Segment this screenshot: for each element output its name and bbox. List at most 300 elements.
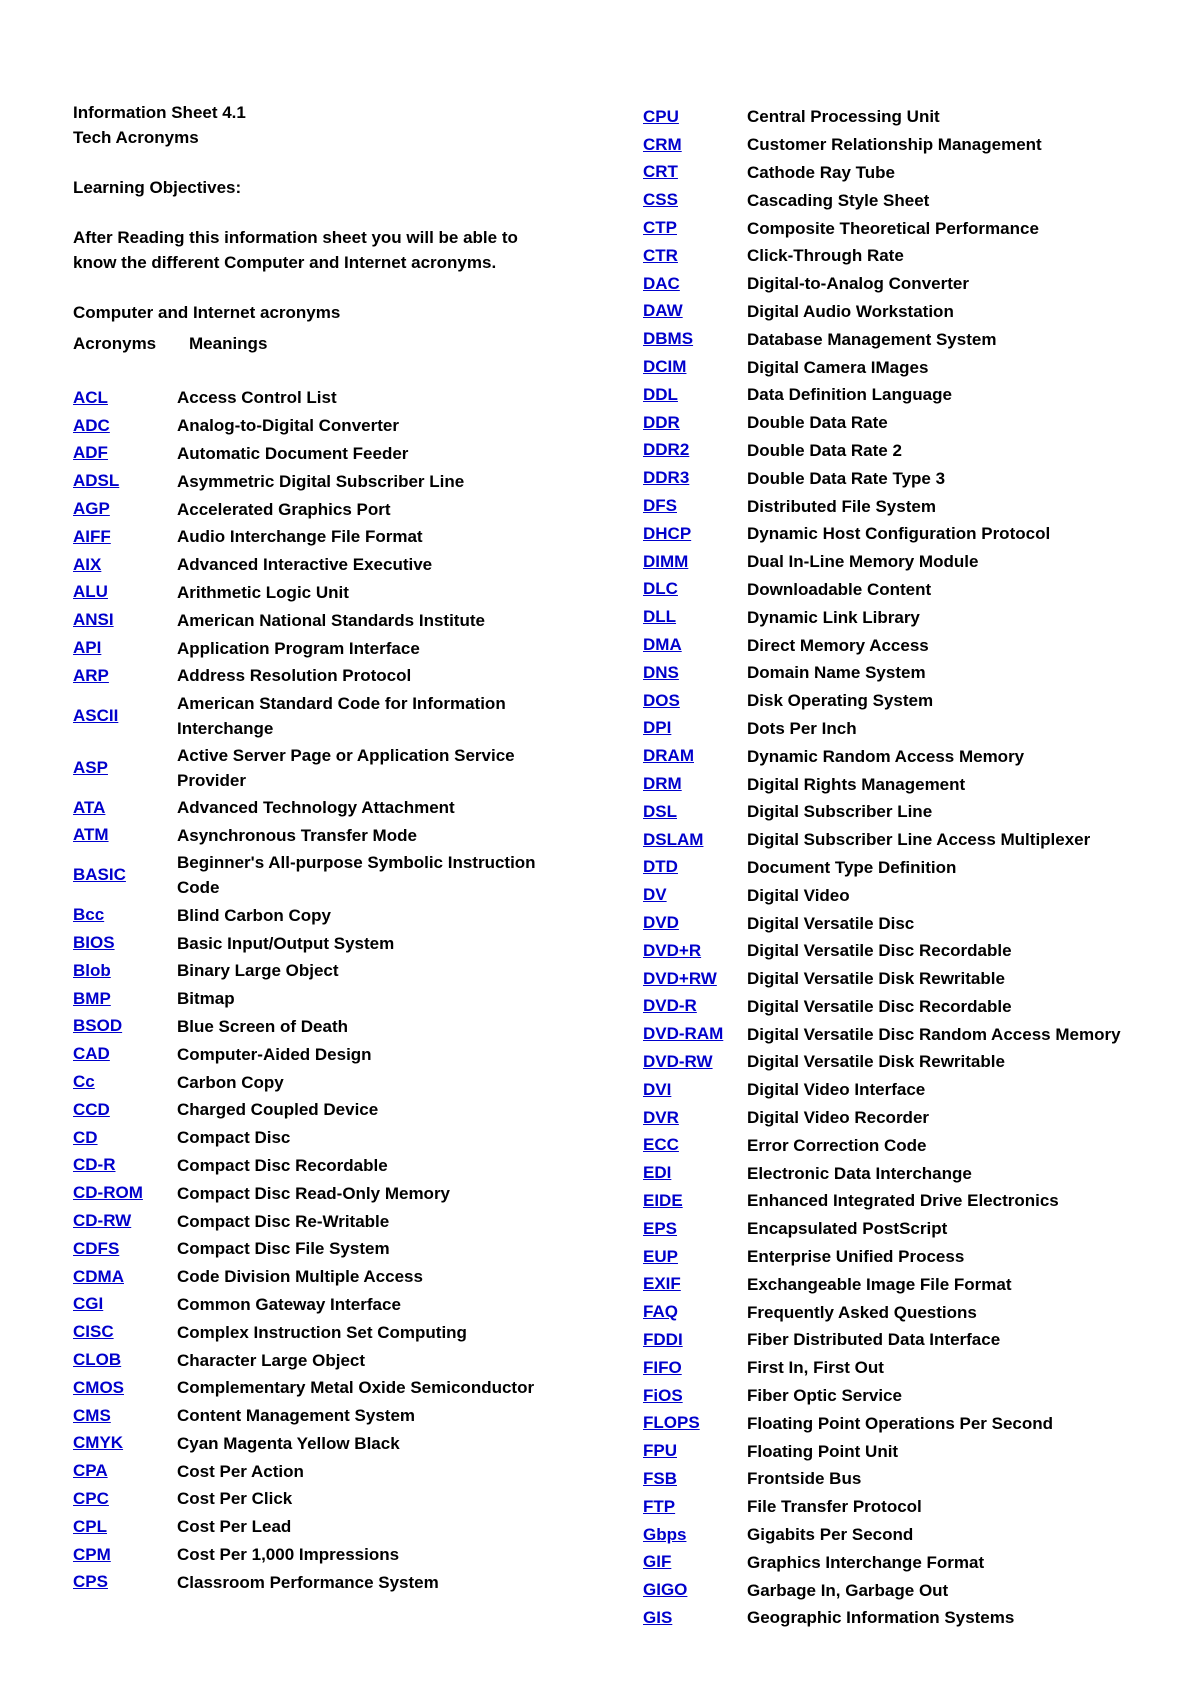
acronym-row bbox=[643, 1131, 1163, 1159]
acronym-link[interactable]: CD-ROM bbox=[73, 1183, 143, 1203]
acronym-cell bbox=[643, 1580, 747, 1600]
acronym-row bbox=[73, 412, 573, 440]
objectives-heading: Learning Objectives: bbox=[73, 178, 242, 197]
acronym-row bbox=[643, 1521, 1163, 1549]
acronym-meaning: Charged Coupled Device bbox=[177, 1100, 379, 1120]
acronym-link[interactable]: DLC bbox=[643, 579, 678, 599]
acronym-link[interactable]: FDDI bbox=[643, 1329, 683, 1349]
acronym-link[interactable]: ATM bbox=[73, 825, 109, 845]
acronym-row bbox=[643, 576, 1163, 604]
acronym-meaning: Complex Instruction Set Computing bbox=[177, 1322, 467, 1342]
acronym-link[interactable]: FPU bbox=[643, 1441, 677, 1461]
acronym-meaning: Cost Per Lead bbox=[177, 1517, 292, 1537]
acronym-row bbox=[643, 1187, 1163, 1215]
acronym-cell bbox=[73, 416, 177, 436]
acronym-row bbox=[73, 551, 573, 579]
acronym-meaning: Dual In-Line Memory Module bbox=[747, 552, 979, 572]
acronym-meaning: Digital-to-Analog Converter bbox=[747, 274, 969, 294]
acronym-meaning: Compact Disc Read-Only Memory bbox=[177, 1183, 451, 1203]
acronym-meaning: Digital Video bbox=[747, 885, 850, 905]
acronym-link[interactable]: DHCP bbox=[643, 523, 692, 543]
acronym-cell bbox=[643, 1052, 747, 1072]
acronym-cell bbox=[73, 443, 177, 463]
acronym-link[interactable]: DNS bbox=[643, 662, 679, 682]
acronym-row bbox=[643, 1104, 1163, 1132]
acronym-link[interactable]: BSOD bbox=[73, 1016, 123, 1036]
acronym-link[interactable]: ACL bbox=[73, 387, 108, 407]
acronym-row bbox=[643, 1493, 1163, 1521]
acronym-link[interactable]: CPM bbox=[73, 1544, 111, 1564]
acronym-link[interactable]: CCD bbox=[73, 1099, 110, 1119]
acronym-meaning: Cathode Ray Tube bbox=[747, 162, 895, 182]
acronym-row bbox=[643, 937, 1163, 965]
acronym-link[interactable]: CTP bbox=[643, 218, 677, 238]
acronym-link[interactable]: ADF bbox=[73, 443, 108, 463]
acronym-cell bbox=[73, 989, 177, 1009]
acronym-row bbox=[643, 159, 1163, 187]
acronym-link[interactable]: DDR2 bbox=[643, 440, 690, 460]
acronym-meaning: Beginner's All-purpose Symbolic Instruction Code bbox=[177, 853, 536, 898]
acronym-cell bbox=[73, 1100, 177, 1120]
acronym-cell bbox=[643, 941, 747, 961]
acronym-row bbox=[643, 186, 1163, 214]
sheet-subtitle: Tech Acronyms bbox=[73, 128, 199, 147]
acronym-row bbox=[73, 662, 573, 690]
acronym-link[interactable]: DBMS bbox=[643, 329, 694, 349]
acronym-cell bbox=[643, 440, 747, 460]
acronym-meaning: Frontside Bus bbox=[747, 1469, 862, 1489]
acronym-row bbox=[643, 798, 1163, 826]
acronym-meaning: Carbon Copy bbox=[177, 1072, 284, 1092]
acronym-row bbox=[643, 1604, 1163, 1632]
acronym-link[interactable]: CPS bbox=[73, 1572, 108, 1592]
acronym-meaning: Analog-to-Digital Converter bbox=[177, 416, 399, 436]
acronym-link[interactable]: CMS bbox=[73, 1405, 111, 1425]
acronym-link[interactable]: API bbox=[73, 638, 102, 658]
acronym-link[interactable]: CDMA bbox=[73, 1266, 124, 1286]
acronym-meaning: Floating Point Operations Per Second bbox=[747, 1413, 1054, 1433]
acronym-meaning: Digital Versatile Disc Random Access Memory bbox=[747, 1024, 1121, 1044]
acronym-link[interactable]: CGI bbox=[73, 1294, 104, 1314]
acronym-meaning: Content Management System bbox=[177, 1406, 416, 1426]
acronym-row bbox=[73, 1235, 573, 1263]
acronym-cell bbox=[73, 1433, 177, 1453]
acronym-link[interactable]: ASCII bbox=[73, 705, 119, 725]
acronym-cell bbox=[73, 1406, 177, 1426]
acronym-cell bbox=[643, 246, 747, 266]
acronym-link[interactable]: CTR bbox=[643, 245, 678, 265]
acronym-link[interactable]: ANSI bbox=[73, 610, 114, 630]
acronym-cell bbox=[73, 1322, 177, 1342]
acronym-cell bbox=[73, 1072, 177, 1092]
acronym-meaning: Digital Camera IMages bbox=[747, 357, 929, 377]
acronym-row bbox=[73, 1402, 573, 1430]
acronym-meaning: Direct Memory Access bbox=[747, 635, 929, 655]
acronym-row bbox=[643, 965, 1163, 993]
acronym-cell bbox=[643, 1024, 747, 1044]
acronym-meaning: Cost Per 1,000 Impressions bbox=[177, 1545, 400, 1565]
acronym-meaning: Access Control List bbox=[177, 388, 337, 408]
acronym-row bbox=[643, 687, 1163, 715]
acronym-meaning: Dynamic Random Access Memory bbox=[747, 746, 1025, 766]
acronym-cell bbox=[643, 1135, 747, 1155]
acronym-cell bbox=[73, 666, 177, 686]
acronym-row bbox=[73, 849, 573, 901]
acronym-cell bbox=[643, 579, 747, 599]
acronym-meaning: Cost Per Click bbox=[177, 1489, 293, 1509]
acronym-cell bbox=[73, 865, 177, 885]
acronym-link[interactable]: ASP bbox=[73, 757, 108, 777]
acronym-meaning: Click-Through Rate bbox=[747, 246, 904, 266]
acronym-link[interactable]: CSS bbox=[643, 190, 678, 210]
acronym-link[interactable]: DTD bbox=[643, 857, 678, 877]
acronym-row bbox=[643, 437, 1163, 465]
acronym-meaning: Arithmetic Logic Unit bbox=[177, 582, 349, 602]
acronym-link[interactable]: DV bbox=[643, 885, 667, 905]
acronym-row bbox=[643, 715, 1163, 743]
acronym-link[interactable]: BMP bbox=[73, 988, 111, 1008]
acronym-row bbox=[73, 1346, 573, 1374]
acronym-link[interactable]: DRM bbox=[643, 774, 682, 794]
acronym-link[interactable]: CLOB bbox=[73, 1350, 122, 1369]
acronyms-column-header: Acronyms bbox=[73, 334, 157, 353]
acronym-row bbox=[643, 464, 1163, 492]
acronym-link[interactable]: ARP bbox=[73, 665, 109, 685]
acronym-cell bbox=[73, 1155, 177, 1175]
acronym-meaning: Enterprise Unified Process bbox=[747, 1247, 965, 1267]
acronym-link[interactable]: BASIC bbox=[73, 865, 126, 885]
acronym-row bbox=[643, 325, 1163, 353]
acronym-link[interactable]: ADSL bbox=[73, 471, 120, 491]
acronym-link[interactable]: DVD-RW bbox=[643, 1051, 713, 1071]
acronym-cell bbox=[643, 1525, 747, 1545]
acronym-row bbox=[73, 1152, 573, 1180]
acronym-cell bbox=[643, 413, 747, 433]
acronym-link[interactable]: DVD bbox=[643, 913, 679, 932]
acronym-cell bbox=[643, 607, 747, 627]
acronym-meaning: Basic Input/Output System bbox=[177, 933, 395, 953]
acronym-link[interactable]: CPL bbox=[73, 1516, 107, 1536]
right-acronym-list bbox=[643, 103, 1163, 1632]
acronym-row bbox=[73, 1096, 573, 1124]
acronym-meaning: Advanced Interactive Executive bbox=[177, 555, 433, 575]
acronym-cell bbox=[643, 1497, 747, 1517]
acronym-row bbox=[73, 1541, 573, 1569]
right-column bbox=[643, 103, 1163, 1632]
acronym-row bbox=[643, 353, 1163, 381]
acronym-meaning: Customer Relationship Management bbox=[747, 135, 1042, 155]
acronym-row bbox=[73, 495, 573, 523]
acronym-row bbox=[73, 384, 573, 412]
acronym-link[interactable]: GIGO bbox=[643, 1580, 688, 1600]
acronym-link[interactable]: CDFS bbox=[73, 1238, 120, 1258]
acronym-link[interactable]: DAW bbox=[643, 301, 683, 321]
acronym-row bbox=[73, 1207, 573, 1235]
acronym-row bbox=[73, 957, 573, 985]
acronym-row bbox=[73, 794, 573, 822]
acronym-row bbox=[643, 881, 1163, 909]
acronym-cell bbox=[73, 1461, 177, 1481]
acronym-meaning: Graphics Interchange Format bbox=[747, 1552, 985, 1572]
acronym-link[interactable]: DSLAM bbox=[643, 829, 704, 849]
acronym-cell bbox=[73, 555, 177, 575]
column-headers bbox=[73, 331, 573, 356]
acronym-link[interactable]: AGP bbox=[73, 499, 110, 519]
acronym-row bbox=[643, 1409, 1163, 1437]
acronym-link[interactable]: CPC bbox=[73, 1488, 109, 1508]
acronym-link[interactable]: CD-RW bbox=[73, 1211, 132, 1231]
acronym-cell bbox=[643, 301, 747, 321]
acronym-row bbox=[73, 822, 573, 850]
acronym-meaning: Digital Rights Management bbox=[747, 774, 966, 794]
acronym-cell bbox=[73, 582, 177, 602]
acronym-link[interactable]: CPU bbox=[643, 106, 679, 126]
acronym-link[interactable]: DSL bbox=[643, 801, 677, 821]
acronym-link[interactable]: CD-R bbox=[73, 1155, 116, 1175]
acronym-meaning: Bitmap bbox=[177, 989, 235, 1009]
acronym-link[interactable]: FLOPS bbox=[643, 1413, 700, 1433]
section-heading: Computer and Internet acronyms bbox=[73, 303, 341, 322]
acronym-cell bbox=[643, 552, 747, 572]
acronym-link[interactable]: DFS bbox=[643, 496, 677, 516]
acronym-row bbox=[643, 492, 1163, 520]
acronym-link[interactable]: Cc bbox=[73, 1072, 95, 1092]
acronym-meaning: Complementary Metal Oxide Semiconductor bbox=[177, 1378, 535, 1398]
acronym-link[interactable]: ATA bbox=[73, 797, 106, 817]
acronym-cell bbox=[73, 798, 177, 818]
acronym-row bbox=[643, 103, 1163, 131]
acronym-link[interactable]: DCIM bbox=[643, 357, 687, 377]
acronym-link[interactable]: DDR3 bbox=[643, 468, 690, 488]
acronym-meaning: Advanced Technology Attachment bbox=[177, 798, 455, 818]
acronym-row bbox=[73, 742, 573, 794]
acronym-meaning: Double Data Rate 2 bbox=[747, 440, 902, 460]
acronym-meaning: Electronic Data Interchange bbox=[747, 1163, 972, 1183]
acronym-link[interactable]: FSB bbox=[643, 1468, 677, 1488]
acronym-meaning: Common Gateway Interface bbox=[177, 1294, 401, 1314]
acronym-row bbox=[643, 242, 1163, 270]
acronym-cell bbox=[73, 527, 177, 547]
acronym-cell bbox=[643, 496, 747, 516]
acronym-link[interactable]: FiOS bbox=[643, 1385, 683, 1405]
acronym-meaning: Floating Point Unit bbox=[747, 1441, 899, 1461]
acronym-row bbox=[643, 854, 1163, 882]
acronym-link[interactable]: DIMM bbox=[643, 551, 689, 571]
acronym-link[interactable]: DVI bbox=[643, 1079, 672, 1099]
acronym-meaning: Digital Subscriber Line Access Multiplexer bbox=[747, 830, 1091, 850]
acronym-link[interactable]: DMA bbox=[643, 635, 682, 655]
acronym-cell bbox=[643, 1330, 747, 1350]
acronym-row bbox=[643, 1576, 1163, 1604]
acronym-meaning: Computer-Aided Design bbox=[177, 1044, 372, 1064]
acronym-cell bbox=[643, 691, 747, 711]
acronym-link[interactable]: DDL bbox=[643, 384, 678, 404]
acronym-cell bbox=[73, 933, 177, 953]
acronym-cell bbox=[73, 1517, 177, 1537]
acronym-row bbox=[643, 909, 1163, 937]
acronym-cell bbox=[643, 1302, 747, 1322]
acronym-link[interactable]: ALU bbox=[73, 582, 108, 602]
acronym-cell bbox=[73, 1016, 177, 1036]
acronym-link[interactable]: EXIF bbox=[643, 1274, 681, 1294]
acronym-link[interactable]: CRT bbox=[643, 162, 678, 182]
acronym-meaning: Data Definition Language bbox=[747, 385, 952, 405]
acronym-cell bbox=[643, 1608, 747, 1628]
left-column bbox=[73, 100, 573, 1596]
acronym-cell bbox=[73, 1294, 177, 1314]
acronym-meaning: Digital Versatile Disc Recordable bbox=[747, 941, 1012, 961]
acronym-cell bbox=[73, 905, 177, 925]
acronym-link[interactable]: Blob bbox=[73, 960, 111, 980]
acronym-row bbox=[73, 1318, 573, 1346]
acronym-cell bbox=[73, 758, 177, 778]
acronym-cell bbox=[643, 969, 747, 989]
acronym-cell bbox=[643, 774, 747, 794]
acronym-meaning: Central Processing Unit bbox=[747, 107, 940, 127]
acronym-meaning: Digital Versatile Disk Rewritable bbox=[747, 969, 1005, 989]
acronym-link[interactable]: DRAM bbox=[643, 746, 694, 766]
acronym-cell bbox=[643, 1219, 747, 1239]
acronym-row bbox=[73, 690, 573, 742]
acronym-link[interactable]: FAQ bbox=[643, 1302, 678, 1322]
acronym-row bbox=[73, 929, 573, 957]
acronym-link[interactable]: DVD-R bbox=[643, 996, 697, 1016]
acronym-link[interactable]: DAC bbox=[643, 273, 680, 293]
acronym-link[interactable]: DLL bbox=[643, 607, 677, 627]
acronym-link[interactable]: CRM bbox=[643, 134, 682, 154]
acronym-meaning: Accelerated Graphics Port bbox=[177, 499, 391, 519]
acronym-link[interactable]: DPI bbox=[643, 718, 672, 738]
objectives-line-2: know the different Computer and Internet acronyms. bbox=[73, 253, 497, 272]
acronym-row bbox=[73, 634, 573, 662]
acronym-cell bbox=[643, 1247, 747, 1267]
objectives-line-1: After Reading this information sheet you will be able to bbox=[73, 228, 518, 247]
acronym-link[interactable]: GIF bbox=[643, 1552, 672, 1572]
acronym-row bbox=[73, 1457, 573, 1485]
acronym-meaning: Digital Versatile Disk Rewritable bbox=[747, 1052, 1005, 1072]
acronym-cell bbox=[73, 825, 177, 845]
acronym-link[interactable]: AIX bbox=[73, 554, 102, 574]
acronym-link[interactable]: DVR bbox=[643, 1107, 679, 1127]
acronym-row bbox=[643, 1298, 1163, 1326]
acronym-row bbox=[73, 1179, 573, 1207]
acronym-link[interactable]: FTP bbox=[643, 1496, 676, 1516]
acronym-cell bbox=[643, 1191, 747, 1211]
acronym-meaning: Error Correction Code bbox=[747, 1135, 927, 1155]
acronym-cell bbox=[643, 1274, 747, 1294]
acronym-meaning: Digital Audio Workstation bbox=[747, 301, 954, 321]
acronym-link[interactable]: ADC bbox=[73, 415, 110, 435]
acronym-row bbox=[73, 523, 573, 551]
acronym-link[interactable]: ECC bbox=[643, 1135, 679, 1155]
acronym-meaning: Disk Operating System bbox=[747, 691, 934, 711]
acronym-row bbox=[73, 606, 573, 634]
acronym-row bbox=[73, 467, 573, 495]
acronym-meaning: Domain Name System bbox=[747, 663, 926, 683]
acronym-meaning: Double Data Rate bbox=[747, 413, 888, 433]
acronym-link[interactable]: EUP bbox=[643, 1246, 678, 1266]
acronym-link[interactable]: DVD+R bbox=[643, 940, 702, 960]
acronym-row bbox=[643, 1048, 1163, 1076]
acronym-link[interactable]: CMOS bbox=[73, 1377, 124, 1397]
acronym-cell bbox=[643, 329, 747, 349]
acronym-link[interactable]: Bcc bbox=[73, 905, 105, 925]
acronym-meaning: Address Resolution Protocol bbox=[177, 666, 412, 686]
acronym-cell bbox=[643, 135, 747, 155]
acronym-meaning: Active Server Page or Application Service Provider bbox=[177, 745, 515, 790]
acronym-link[interactable]: Gbps bbox=[643, 1524, 687, 1544]
acronym-row bbox=[643, 520, 1163, 548]
acronym-link[interactable]: DVD-RAM bbox=[643, 1024, 724, 1044]
acronym-cell bbox=[73, 1044, 177, 1064]
acronym-row bbox=[73, 985, 573, 1013]
acronym-row bbox=[73, 901, 573, 929]
acronym-link[interactable]: BIOS bbox=[73, 933, 115, 953]
acronym-link[interactable]: GIS bbox=[643, 1607, 673, 1627]
acronym-link[interactable]: AIFF bbox=[73, 526, 111, 546]
acronym-cell bbox=[643, 357, 747, 377]
acronym-meaning: Automatic Document Feeder bbox=[177, 443, 409, 463]
acronym-row bbox=[643, 742, 1163, 770]
acronym-row bbox=[643, 1465, 1163, 1493]
acronym-cell bbox=[643, 107, 747, 127]
acronym-meaning: Double Data Rate Type 3 bbox=[747, 468, 946, 488]
acronym-link[interactable]: EIDE bbox=[643, 1190, 683, 1210]
acronym-link[interactable]: EDI bbox=[643, 1163, 672, 1183]
acronym-meaning: Enhanced Integrated Drive Electronics bbox=[747, 1191, 1059, 1211]
acronym-row bbox=[643, 1354, 1163, 1382]
acronym-meaning: Character Large Object bbox=[177, 1350, 366, 1370]
acronym-meaning: Classroom Performance System bbox=[177, 1572, 439, 1592]
acronym-cell bbox=[643, 190, 747, 210]
meanings-column-header: Meanings bbox=[189, 334, 268, 353]
acronym-row bbox=[73, 579, 573, 607]
acronym-row bbox=[643, 298, 1163, 326]
acronym-meaning: Downloadable Content bbox=[747, 579, 932, 599]
acronym-cell bbox=[643, 830, 747, 850]
acronym-link[interactable]: CMYK bbox=[73, 1433, 124, 1453]
acronym-row bbox=[73, 1124, 573, 1152]
acronym-cell bbox=[643, 218, 747, 238]
acronym-link[interactable]: DOS bbox=[643, 690, 680, 710]
acronym-meaning: Digital Subscriber Line bbox=[747, 802, 933, 822]
acronym-cell bbox=[643, 524, 747, 544]
acronym-cell bbox=[643, 1080, 747, 1100]
sheet-title: Information Sheet 4.1 bbox=[73, 103, 246, 122]
acronym-cell bbox=[643, 746, 747, 766]
acronym-link[interactable]: FIFO bbox=[643, 1357, 682, 1377]
left-acronym-list bbox=[73, 384, 573, 1596]
acronym-link[interactable]: EPS bbox=[643, 1218, 678, 1238]
acronym-cell bbox=[73, 638, 177, 658]
acronym-row bbox=[643, 548, 1163, 576]
acronym-meaning: Document Type Definition bbox=[747, 857, 957, 877]
acronym-row bbox=[643, 1076, 1163, 1104]
acronym-link[interactable]: DDR bbox=[643, 412, 680, 432]
acronym-cell bbox=[643, 162, 747, 182]
acronym-link[interactable]: CD bbox=[73, 1127, 98, 1147]
acronym-link[interactable]: DVD+RW bbox=[643, 968, 717, 988]
acronym-link[interactable]: CAD bbox=[73, 1044, 110, 1064]
acronym-cell bbox=[73, 1211, 177, 1231]
acronym-meaning: Compact Disc Recordable bbox=[177, 1155, 388, 1175]
acronym-row bbox=[643, 1548, 1163, 1576]
acronym-link[interactable]: CPA bbox=[73, 1461, 108, 1481]
acronym-link[interactable]: CISC bbox=[73, 1322, 114, 1342]
acronym-row bbox=[73, 440, 573, 468]
acronym-meaning: Asynchronous Transfer Mode bbox=[177, 825, 417, 845]
acronym-meaning: Fiber Optic Service bbox=[747, 1386, 902, 1406]
